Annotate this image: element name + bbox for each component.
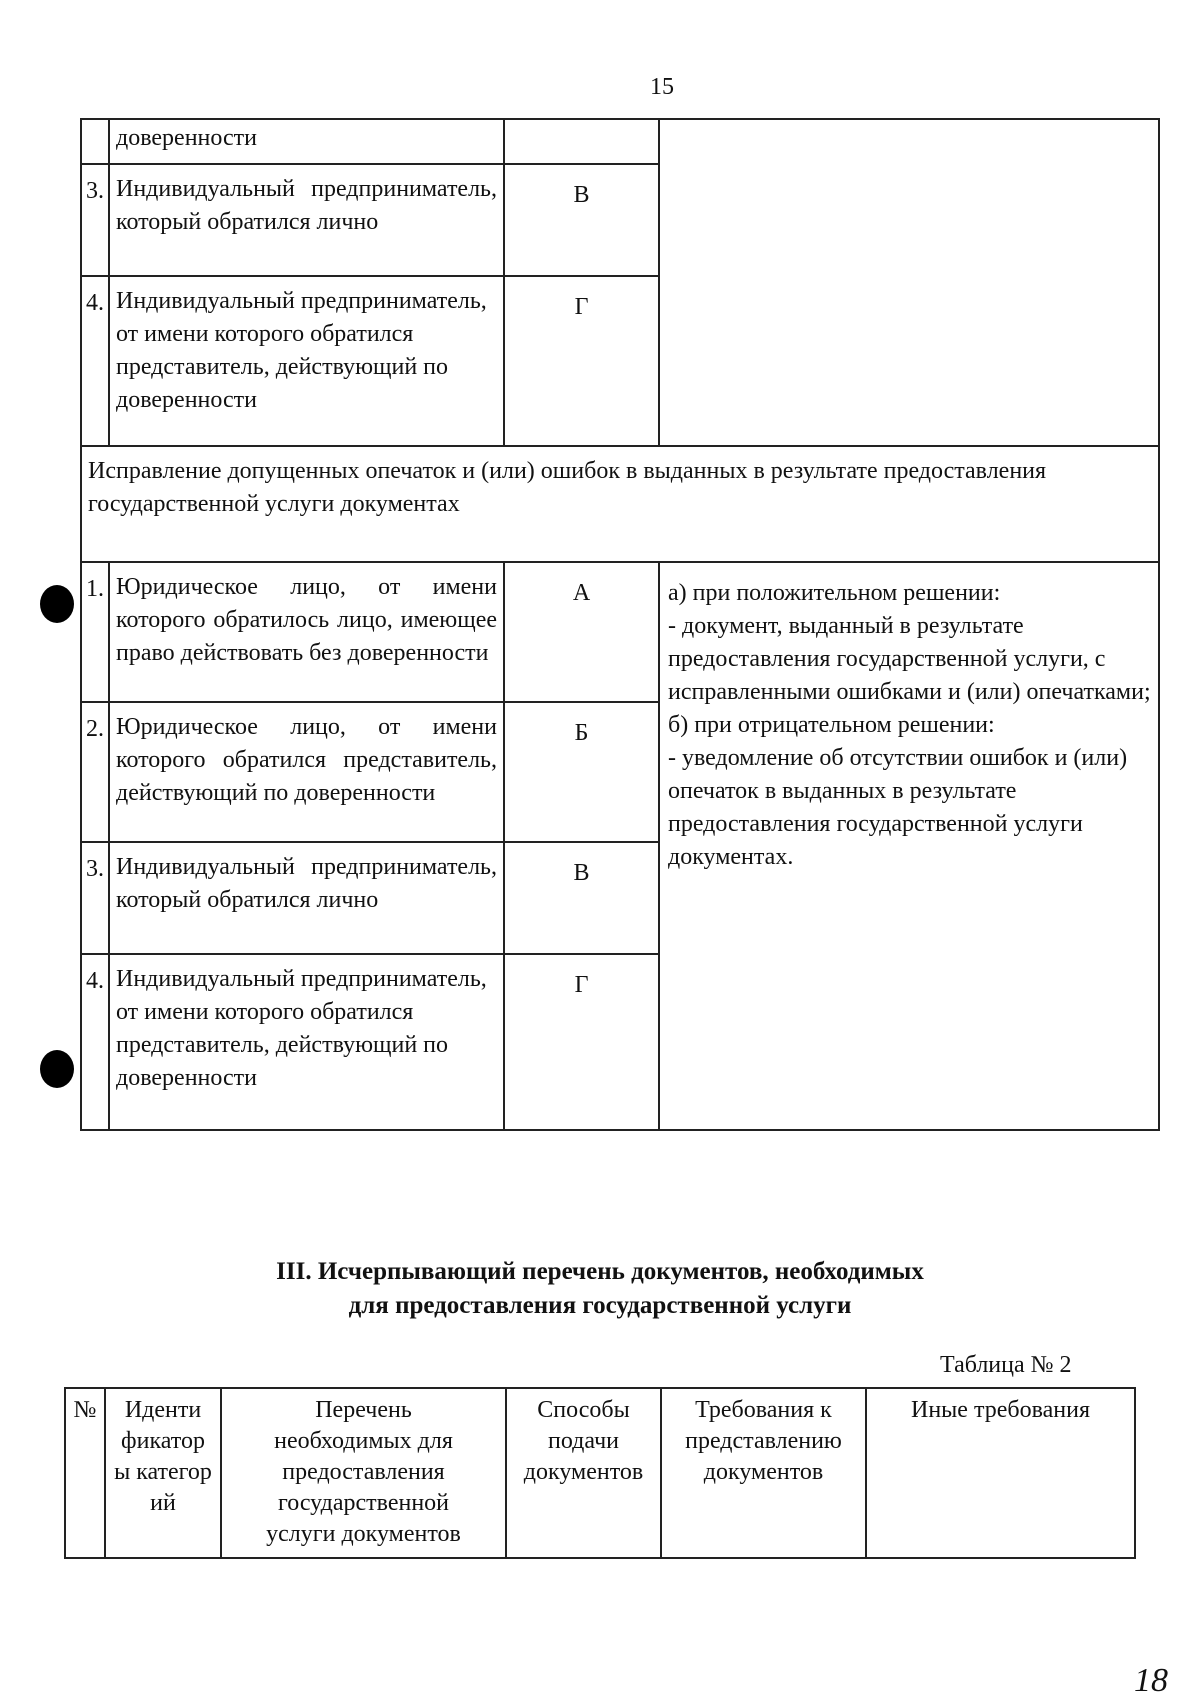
punch-hole-mark: [40, 1050, 74, 1088]
section-heading: [0, 1255, 1200, 1323]
category-id: Г: [504, 954, 659, 1130]
column-header-number: №: [65, 1388, 105, 1558]
column-header-submission-requirements: Требования к представлению документов: [661, 1388, 866, 1558]
table-row: [81, 119, 1159, 164]
table-row: [81, 562, 1159, 702]
section-title: Исправление допущенных опечаток и (или) ошибок в выданных в результате предоставления государственной услуги документах: [81, 446, 1159, 562]
column-header-identifiers: Иденти фикатор ы категор ий: [105, 1388, 221, 1558]
row-number: [81, 119, 109, 164]
column-header-documents-list: Перечень необходимых для предоставления государственной услуги документов: [221, 1388, 506, 1558]
category-id: А: [504, 562, 659, 702]
row-number: 3.: [81, 842, 109, 954]
punch-hole-mark: [40, 585, 74, 623]
result-description: а) при положительном решении: - документ, выданный в результате предоставления государственной услуги, с исправленными ошибками и (или) опечатками; б) при отрицательном решении: - уведомление об отсутствии ошибок и (или) опечаток в выданных в результате предоставления государственной услуги документах.: [659, 562, 1159, 1130]
documents-table: [64, 1387, 1136, 1559]
result-cell-empty: [659, 119, 1159, 446]
table-caption: Таблица № 2: [940, 1352, 1072, 1378]
section-heading-line: III. Исчерпывающий перечень документов, необходимых: [276, 1258, 924, 1285]
row-number: 4.: [81, 276, 109, 446]
services-table: [80, 118, 1160, 1131]
category-id: В: [504, 842, 659, 954]
row-number: 3.: [81, 164, 109, 276]
handwritten-page-number: 18: [1134, 1662, 1168, 1699]
applicant-category: Юридическое лицо, от имени которого обратился представитель, действующий по доверенности: [109, 702, 504, 842]
section-heading-line: для предоставления государственной услуги: [348, 1292, 852, 1319]
row-number: 1.: [81, 562, 109, 702]
column-header-submission-methods: Способы подачи документов: [506, 1388, 661, 1558]
applicant-category: Индивидуальный предприниматель, от имени которого обратился представитель, действующий по доверенности: [109, 954, 504, 1130]
category-id: Б: [504, 702, 659, 842]
column-header-other-requirements: Иные требования: [866, 1388, 1135, 1558]
table-header-row: [65, 1388, 1135, 1558]
applicant-category: Юридическое лицо, от имени которого обратилось лицо, имеющее право действовать без доверенности: [109, 562, 504, 702]
applicant-category: доверенности: [109, 119, 504, 164]
applicant-category: Индивидуальный предприниматель, который обратился лично: [109, 842, 504, 954]
category-id: [504, 119, 659, 164]
row-number: 2.: [81, 702, 109, 842]
category-id: В: [504, 164, 659, 276]
row-number: 4.: [81, 954, 109, 1130]
category-id: Г: [504, 276, 659, 446]
applicant-category: Индивидуальный предприниматель, который обратился лично: [109, 164, 504, 276]
page-number: 15: [650, 74, 674, 100]
applicant-category: Индивидуальный предприниматель, от имени которого обратился представитель, действующий по доверенности: [109, 276, 504, 446]
table-row: [81, 446, 1159, 562]
